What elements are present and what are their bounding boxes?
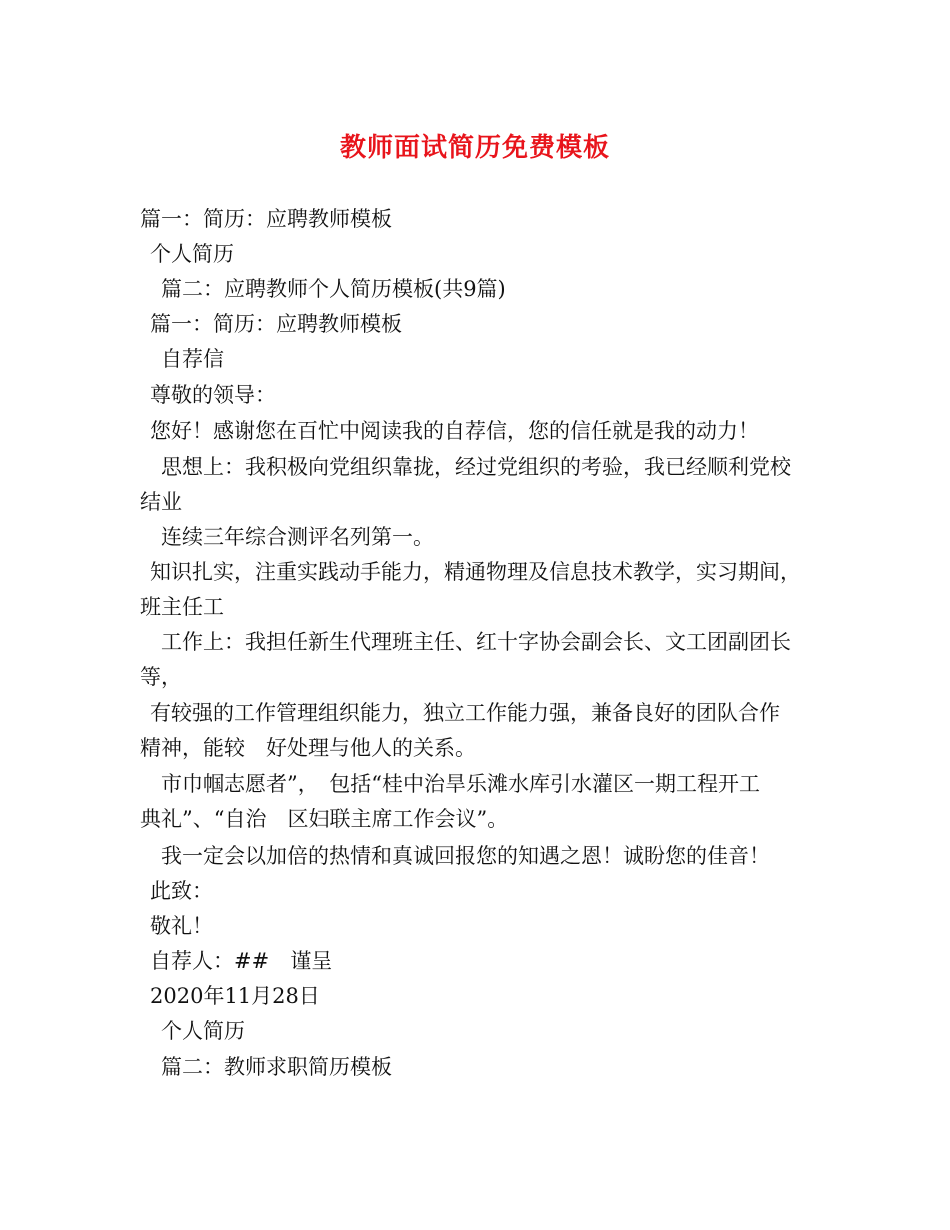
text-line: 我一定会以加倍的热情和真诚回报您的知遇之恩！诚盼您的佳音！ [161,844,770,868]
text-line: 典礼”、“自治 区妇联主席工作会议”。 [140,807,509,831]
text-line: 有较强的工作管理组织能力，独立工作能力强，兼备良好的团队合作 [150,701,780,725]
text-line: 2020年11月28日 [150,984,320,1008]
text-line: 结业 [140,490,182,514]
text-line: 您好！感谢您在百忙中阅读我的自荐信，您的信任就是我的动力！ [150,419,759,443]
text-line: 班主任工 [140,595,224,619]
text-line: 敬礼！ [150,914,213,938]
text-line: 篇二：教师求职简历模板 [161,1055,392,1079]
text-line: 尊敬的领导： [150,383,276,407]
text-line: 思想上：我积极向党组织靠拢，经过党组织的考验，我已经顺利党校 [161,455,791,479]
text-line: 个人简历 [161,1019,245,1043]
text-line: 自荐人：## 谨呈 [150,949,333,973]
document-title: 教师面试简历免费模板 [339,133,610,163]
text-line: 篇一：简历：应聘教师模板 [150,312,402,336]
text-line: 篇二：应聘教师个人简历模板(共9篇) [161,277,506,301]
text-line: 精神，能较 好处理与他人的关系。 [140,736,476,760]
text-line: 知识扎实，注重实践动手能力，精通物理及信息技术教学，实习期间， [150,560,801,584]
text-line: 等， [140,665,182,689]
text-line: 自荐信 [161,347,224,371]
text-line: 个人简历 [150,242,234,266]
text-line: 连续三年综合测评名列第一。 [161,525,434,549]
text-line: 市巾帼志愿者”， 包括“桂中治旱乐滩水库引水灌区一期工程开工 [161,772,760,796]
text-line: 此致： [150,879,213,903]
text-line: 工作上：我担任新生代理班主任、红十字协会副会长、文工团副团长 [161,630,791,654]
text-line: 篇一：简历：应聘教师模板 [140,207,392,231]
